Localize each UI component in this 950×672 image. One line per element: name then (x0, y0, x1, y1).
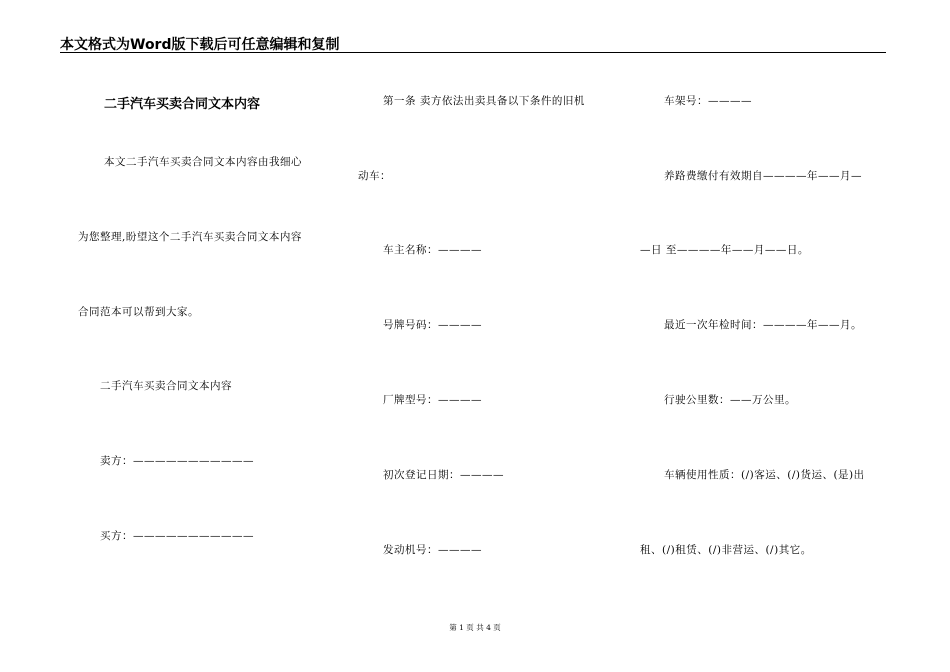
document-title: 二手汽车买卖合同文本内容 (104, 97, 261, 112)
seller-field: 卖方：——————————— (100, 455, 254, 467)
buyer-field: 买方：——————————— (100, 530, 254, 542)
plate-number-field: 号牌号码：———— (383, 319, 482, 331)
owner-name-field: 车主名称：———— (383, 244, 482, 256)
usage-type-line-1: 车辆使用性质：(/)客运、(/)货运、(是)出 (664, 469, 865, 481)
road-fee-line-1: 养路费缴付有效期自————年——月— (664, 170, 862, 182)
col2-line-2: 动车： (358, 170, 391, 182)
mileage-field: 行驶公里数：——万公里。 (664, 394, 796, 406)
last-inspection-field: 最近一次年检时间：————年——月。 (664, 319, 862, 331)
road-fee-line-2: —日 至————年——月——日。 (640, 244, 809, 256)
brand-model-field: 厂牌型号：———— (383, 394, 482, 406)
page-number: 第 1 页 共 4 页 (449, 623, 501, 632)
first-registration-field: 初次登记日期：———— (383, 469, 504, 481)
col1-line-3: 合同范本可以帮到大家。 (78, 306, 199, 318)
col1-line-1: 本文二手汽车买卖合同文本内容由我细心 (104, 156, 302, 168)
header-divider (60, 52, 886, 53)
vin-field: 车架号：———— (664, 95, 752, 107)
document-header: 本文格式为Word版下载后可任意编辑和复制 (60, 37, 340, 53)
col1-subtitle: 二手汽车买卖合同文本内容 (100, 380, 232, 392)
engine-number-field: 发动机号：———— (383, 544, 482, 556)
usage-type-line-2: 租、(/)租赁、(/)非营运、(/)其它。 (640, 544, 812, 556)
col2-line-1: 第一条 卖方依法出卖具备以下条件的旧机 (383, 95, 585, 107)
col1-line-2: 为您整理,盼望这个二手汽车买卖合同文本内容 (78, 231, 302, 243)
